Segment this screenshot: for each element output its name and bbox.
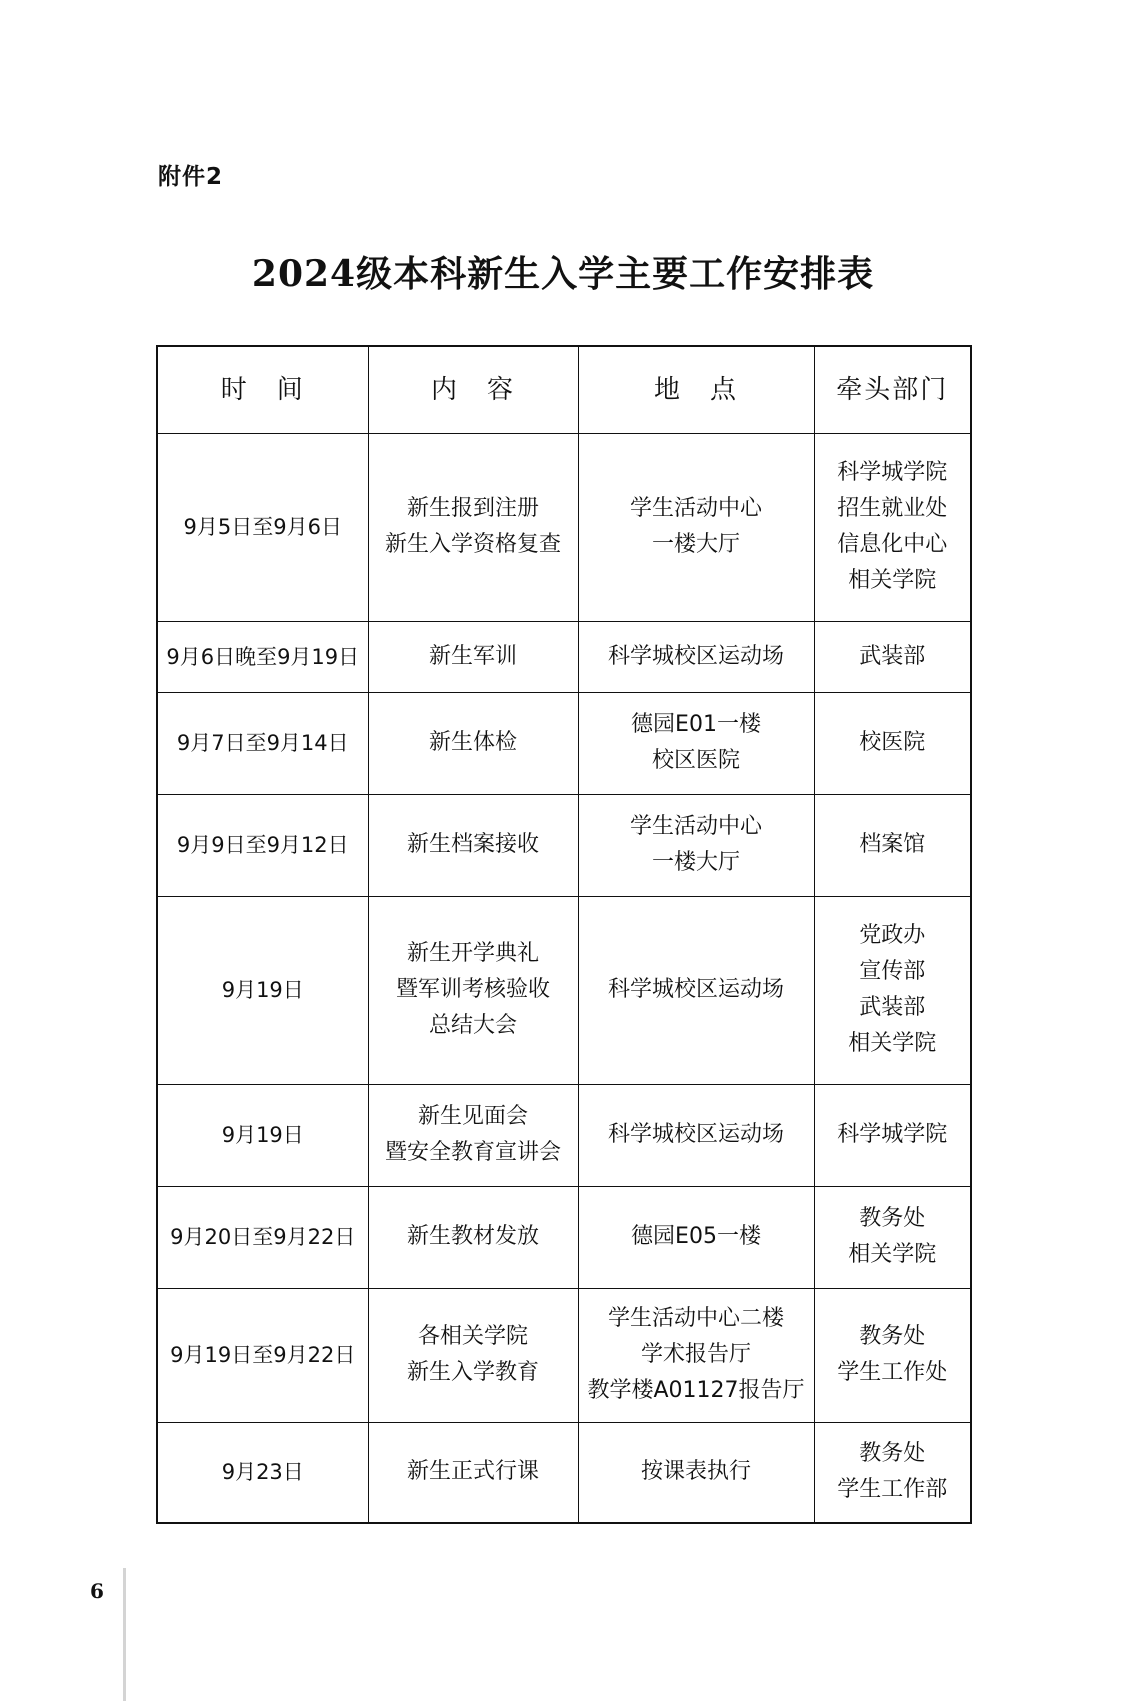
department-line: 学生工作部 [837,1477,948,1503]
department-line: 党政办 [859,923,926,948]
department-line: 学生工作处 [837,1360,948,1385]
department-cell [814,1288,971,1422]
location-cell [578,896,814,1084]
margin-rule [123,1568,126,1701]
department-line: 武装部 [859,643,926,669]
location-cell [578,1084,814,1186]
time-cell: 9月9日至9月12日 [157,794,368,896]
department-cell [814,433,971,621]
table-row [157,1084,971,1186]
location-line: 科学城校区运动场 [607,977,784,1002]
time-cell: 9月23日 [157,1422,368,1523]
location-line: 校区医院 [651,748,740,773]
table-row [157,1422,971,1523]
table-row [157,1186,971,1288]
location-line: 一楼大厅 [651,850,740,875]
department-line: 信息化中心 [837,532,948,557]
header-department: 牵头部门 [814,346,971,433]
content-cell [368,1084,578,1186]
content-cell [368,692,578,794]
department-cell [814,621,971,692]
location-line: 学生活动中心 [629,496,762,521]
header-content: 内 容 [368,346,578,433]
document-title: 2024级本科新生入学主要工作安排表 [251,253,875,295]
location-line: 科学城校区运动场 [607,1122,784,1147]
time-cell: 9月19日 [157,1084,368,1186]
department-line: 档案馆 [859,832,926,857]
department-cell [814,1084,971,1186]
department-cell [814,794,971,896]
content-line: 新生开学典礼 [406,941,539,966]
content-line: 各相关学院 [417,1324,528,1349]
table-row [157,433,971,621]
content-cell [368,621,578,692]
table-row [157,896,971,1084]
department-cell [814,692,971,794]
location-line: 德园E05一楼 [631,1224,761,1249]
content-cell [368,794,578,896]
department-line: 校医院 [859,730,926,755]
page-number: 6 [90,1579,104,1603]
content-line: 新生正式行课 [406,1459,539,1485]
header-time: 时 间 [157,346,368,433]
content-line: 暨军训考核验收 [395,977,550,1002]
location-cell [578,1186,814,1288]
content-cell [368,433,578,621]
time-cell: 9月6日晚至9月19日 [157,621,368,692]
department-line: 相关学院 [848,1031,937,1056]
content-cell [368,1288,578,1422]
location-line: 学生活动中心二楼 [607,1306,784,1331]
location-line: 学生活动中心 [629,814,762,839]
location-line: 德园E01一楼 [631,712,761,737]
content-line: 新生体检 [428,730,517,755]
table-row [157,621,971,692]
table-row [157,794,971,896]
location-cell [578,1422,814,1523]
content-cell [368,1422,578,1523]
time-cell: 9月19日至9月22日 [157,1288,368,1422]
content-line: 总结大会 [428,1013,517,1038]
content-line: 新生入学教育 [406,1360,539,1385]
department-line: 相关学院 [848,568,937,593]
schedule-table [156,345,972,1524]
location-cell [578,692,814,794]
time-cell: 9月5日至9月6日 [157,433,368,621]
time-cell: 9月19日 [157,896,368,1084]
location-line: 科学城校区运动场 [607,643,784,669]
time-cell: 9月20日至9月22日 [157,1186,368,1288]
location-cell [578,621,814,692]
department-line: 宣传部 [859,959,926,984]
department-line: 教务处 [859,1441,926,1467]
department-cell [814,896,971,1084]
content-line: 暨安全教育宣讲会 [384,1140,561,1165]
content-line: 新生报到注册 [406,496,539,521]
content-line: 新生入学资格复查 [384,532,561,557]
content-cell [368,896,578,1084]
department-line: 教务处 [859,1324,926,1349]
location-cell [578,433,814,621]
department-line: 教务处 [859,1206,926,1231]
location-cell [578,794,814,896]
location-line: 教学楼A01127报告厅 [587,1378,805,1403]
table-header-row [157,346,971,433]
department-cell [814,1186,971,1288]
attachment-label: 附件2 [158,164,224,190]
department-line: 武装部 [859,995,926,1020]
location-line: 一楼大厅 [651,532,740,557]
table-row [157,692,971,794]
department-cell [814,1422,971,1523]
content-cell [368,1186,578,1288]
content-line: 新生教材发放 [406,1224,539,1249]
department-line: 招生就业处 [837,496,948,521]
location-cell [578,1288,814,1422]
department-line: 科学城学院 [837,460,948,485]
header-location: 地 点 [578,346,814,433]
content-line: 新生军训 [428,643,517,669]
content-line: 新生见面会 [417,1104,528,1129]
time-cell: 9月7日至9月14日 [157,692,368,794]
location-line: 学术报告厅 [640,1342,751,1367]
department-line: 相关学院 [848,1242,937,1267]
content-line: 新生档案接收 [406,832,539,857]
location-line: 按课表执行 [640,1459,751,1485]
department-line: 科学城学院 [837,1122,948,1147]
table-row [157,1288,971,1422]
